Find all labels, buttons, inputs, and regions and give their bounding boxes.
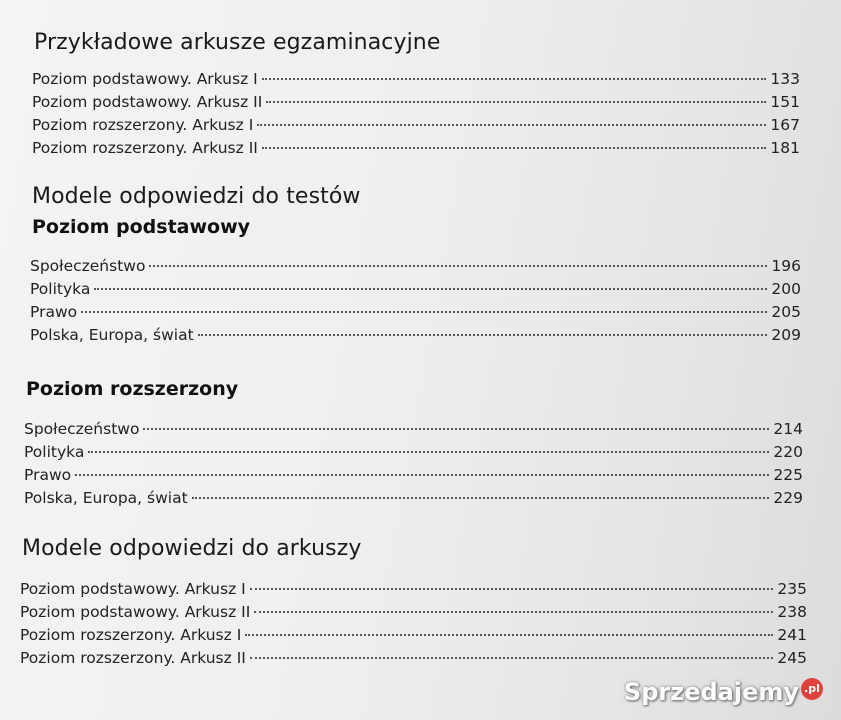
toc-page-number: 245: [777, 649, 807, 667]
toc-page-number: 225: [773, 466, 803, 484]
toc-row[interactable]: [30, 326, 801, 348]
dot-leader: [257, 124, 766, 126]
dot-leader: [250, 588, 774, 590]
subheading-poziom-rozszerzony: Poziom rozszerzony: [26, 378, 239, 400]
toc-page-number: 205: [771, 303, 801, 321]
toc-label: Poziom podstawowy. Arkusz II: [20, 603, 251, 621]
subheading-poziom-podstawowy: Poziom podstawowy: [32, 216, 251, 238]
watermark-badge: .pl: [801, 678, 823, 700]
toc-row[interactable]: [30, 303, 801, 325]
toc-row[interactable]: [20, 626, 807, 648]
toc-row[interactable]: [24, 489, 803, 511]
toc-page-number: 196: [771, 257, 801, 275]
toc-label: Polska, Europa, świat: [24, 489, 188, 507]
toc-label: Polska, Europa, świat: [30, 326, 194, 344]
dot-leader: [250, 657, 774, 659]
dot-leader: [143, 428, 769, 430]
dot-leader: [254, 611, 773, 613]
dot-leader: [262, 78, 767, 80]
dot-leader: [198, 334, 768, 336]
toc-label: Poziom podstawowy. Arkusz I: [20, 580, 246, 598]
toc-page-number: 229: [773, 489, 803, 507]
toc-page-number: 235: [777, 580, 807, 598]
toc-label: Poziom rozszerzony. Arkusz I: [20, 626, 242, 644]
heading-modele-odpowiedzi-testow: Modele odpowiedzi do testów: [32, 184, 361, 209]
toc-label: Poziom podstawowy. Arkusz I: [32, 70, 258, 88]
toc-label: Prawo: [24, 466, 72, 484]
toc-label: Społeczeństwo: [30, 257, 146, 275]
dot-leader: [88, 451, 769, 453]
watermark-text: Sprzedajemy: [623, 678, 799, 706]
toc-row[interactable]: [20, 603, 807, 625]
dot-leader: [94, 288, 767, 290]
toc-row[interactable]: [24, 466, 803, 488]
dot-leader: [192, 497, 770, 499]
toc-label: Społeczeństwo: [24, 420, 140, 438]
toc-page-number: 220: [773, 443, 803, 461]
toc-page-number: 181: [770, 139, 800, 157]
toc-row[interactable]: [32, 139, 800, 161]
toc-label: Polityka: [24, 443, 85, 461]
toc-row[interactable]: [32, 70, 800, 92]
dot-leader: [149, 265, 767, 267]
toc-row[interactable]: [24, 443, 803, 465]
dot-leader: [262, 147, 767, 149]
toc-page-number: 200: [771, 280, 801, 298]
toc-page-number: 133: [770, 70, 800, 88]
toc-label: Poziom rozszerzony. Arkusz I: [32, 116, 254, 134]
dot-leader: [266, 101, 766, 103]
toc-row[interactable]: [30, 257, 801, 279]
toc-label: Prawo: [30, 303, 78, 321]
toc-row[interactable]: [30, 280, 801, 302]
toc-row[interactable]: [24, 420, 803, 442]
toc-page-number: 167: [770, 116, 800, 134]
toc-row[interactable]: [32, 93, 800, 115]
toc-label: Poziom rozszerzony. Arkusz II: [20, 649, 246, 667]
toc-label: Poziom rozszerzony. Arkusz II: [32, 139, 258, 157]
heading-modele-odpowiedzi-arkuszy: Modele odpowiedzi do arkuszy: [22, 536, 362, 561]
watermark-logo: [624, 678, 823, 706]
toc-row[interactable]: [32, 116, 800, 138]
dot-leader: [245, 634, 773, 636]
toc-page-number: 214: [773, 420, 803, 438]
toc-page-number: 209: [771, 326, 801, 344]
toc-page-number: 241: [777, 626, 807, 644]
toc-page-number: 151: [770, 93, 800, 111]
toc-label: Polityka: [30, 280, 91, 298]
heading-przykladowe-arkusze: Przykładowe arkusze egzaminacyjne: [34, 30, 441, 55]
toc-row[interactable]: [20, 580, 807, 602]
toc-label: Poziom podstawowy. Arkusz II: [32, 93, 263, 111]
dot-leader: [75, 474, 769, 476]
toc-page-number: 238: [777, 603, 807, 621]
toc-row[interactable]: [20, 649, 807, 671]
dot-leader: [81, 311, 767, 313]
